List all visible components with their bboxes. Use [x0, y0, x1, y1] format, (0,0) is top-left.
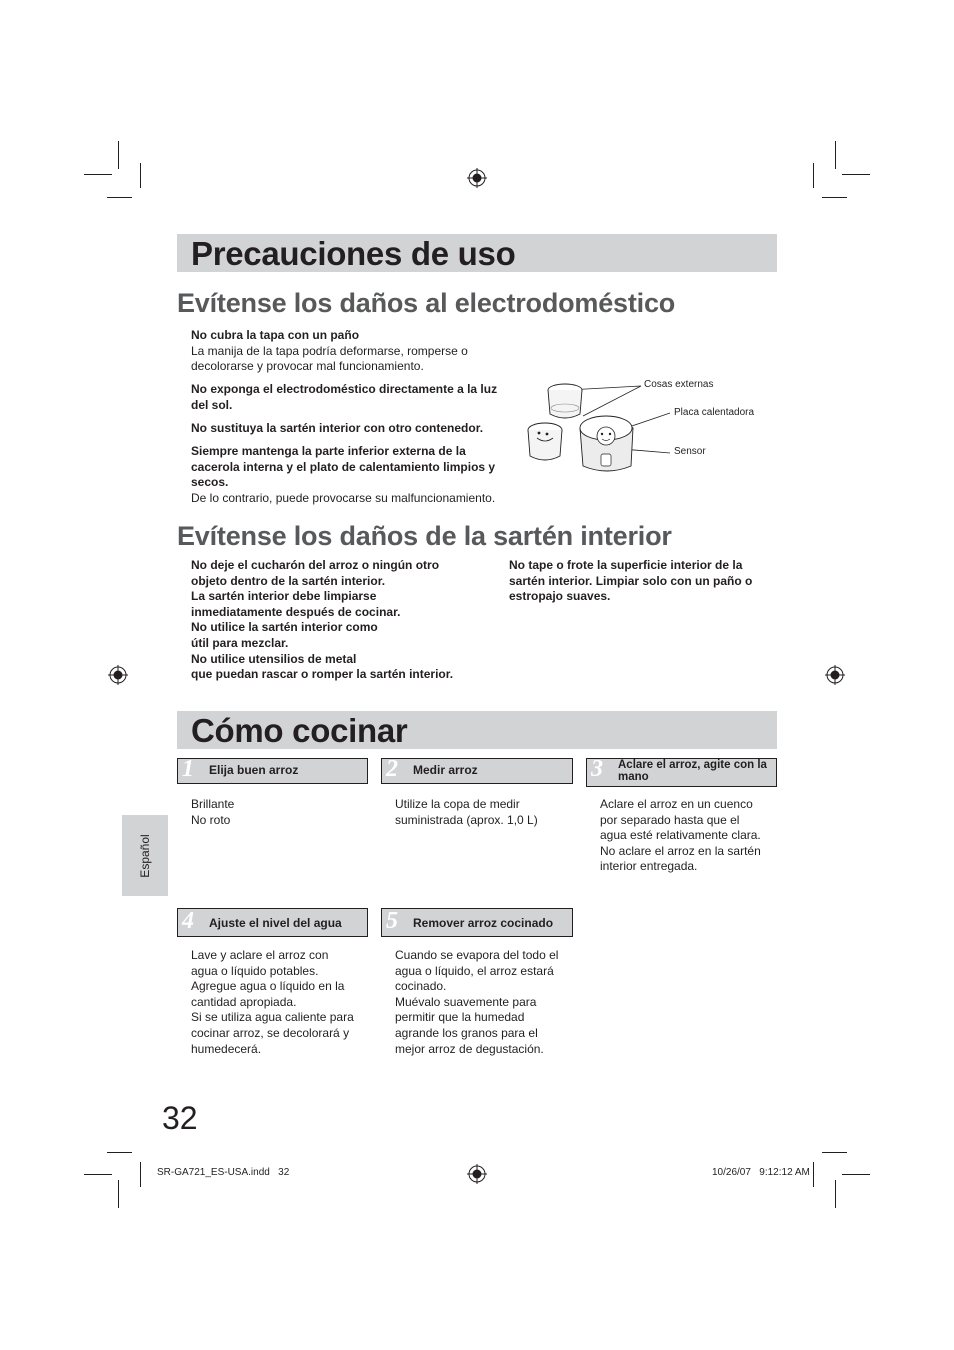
crop-mark: [84, 174, 112, 175]
language-tab: [122, 815, 168, 896]
step-label: Aclare el arroz, agite con la mano: [618, 759, 767, 783]
text-line: interior entregada.: [600, 859, 698, 874]
text-line: No aclare el arroz en la sartén: [600, 843, 761, 858]
step-header-3: [586, 758, 777, 787]
step-header-2: [381, 758, 573, 784]
step-body-5: [395, 948, 558, 1057]
text-line: cocinar arroz, se decolorará y: [191, 1025, 350, 1040]
step-label: Remover arroz cocinado: [413, 916, 554, 930]
crop-mark: [835, 1180, 836, 1208]
text-line: permitir que la humedad: [395, 1010, 525, 1025]
pan-precautions-left: [191, 558, 453, 683]
text-line: No tape o frote la superficie interior de la: [509, 558, 743, 572]
step-body-2: [395, 797, 538, 828]
step-body-1: [191, 797, 234, 828]
text-line: agua esté relativamente clara.: [600, 828, 761, 843]
step-label: Elija buen arroz: [209, 763, 299, 777]
text-line: cocinado.: [395, 979, 447, 994]
figure-label-sensor: Sensor: [674, 446, 706, 457]
section-title: Precauciones de uso: [191, 235, 516, 272]
text-line: No roto: [191, 812, 231, 827]
text-line: Agregue agua o líquido en la: [191, 979, 345, 994]
text-line: Si se utiliza agua caliente para: [191, 1010, 354, 1025]
text-line: La sartén interior debe limpiarse: [191, 589, 377, 604]
registration-mark-icon: [467, 168, 487, 188]
step-number: 4: [182, 908, 194, 934]
precaution-heading: Siempre mantenga la parte inferior externa de la cacerola interna y el plato de calentamiento limpios y secos.: [191, 444, 496, 490]
text-line: Muévalo suavemente para: [395, 994, 537, 1009]
text-line: estropajo suaves.: [509, 589, 611, 604]
text-line: útil para mezclar.: [191, 635, 289, 650]
step-label: Medir arroz: [413, 763, 478, 777]
precaution-list: [191, 328, 521, 506]
crop-mark: [118, 1180, 119, 1208]
registration-mark-icon: [825, 665, 845, 685]
language-tab-label: Español: [138, 833, 152, 878]
text-line: inmediatamente después de cocinar.: [191, 604, 401, 619]
figure-label-plate: Placa calentadora: [674, 407, 755, 418]
crop-mark: [140, 163, 141, 188]
crop-mark: [842, 174, 870, 175]
crop-mark: [813, 163, 814, 188]
page-number: 32: [162, 1100, 198, 1136]
text-line: Utilize la copa de medir: [395, 797, 520, 811]
pan-precautions-right: [509, 558, 752, 605]
subsection-title: Evítense los daños al electrodoméstico: [177, 288, 676, 318]
text-line: Cuando se evapora del todo el: [395, 948, 559, 962]
text-line: Aclare el arroz en un cuenco: [600, 797, 753, 811]
step-number: 1: [182, 756, 194, 782]
text-line: No utilice la sartén interior como: [191, 620, 378, 635]
text-line: Lave y aclare el arroz con: [191, 948, 329, 962]
step-label: Ajuste el nivel del agua: [209, 916, 342, 930]
crop-mark: [835, 141, 836, 169]
precaution-text: De lo contrario, puede provocarse su malfuncionamiento.: [191, 490, 496, 505]
precaution-heading: No exponga el electrodoméstico directamente a la luz del sol.: [191, 382, 498, 412]
text-line: suministrada (aprox. 1,0 L): [395, 812, 538, 827]
text-line: No deje el cucharón del arroz o ningún otro: [191, 558, 440, 572]
figure-label-external: Cosas externas: [644, 379, 714, 390]
footer-timestamp: 10/26/07 9:12:12 AM: [712, 1167, 810, 1178]
precaution-heading: No cubra la tapa con un paño: [191, 328, 360, 342]
crop-mark: [107, 1152, 132, 1153]
crop-mark: [842, 1174, 870, 1175]
step-header-4: [177, 908, 368, 937]
step-header-1: [177, 758, 368, 784]
crop-mark: [118, 141, 119, 169]
text-line: Brillante: [191, 797, 235, 811]
text-line: No utilice utensilios de metal: [191, 651, 357, 666]
step-number: 5: [386, 908, 398, 934]
rice-cooker-illustration: [525, 378, 675, 478]
crop-mark: [822, 1152, 847, 1153]
step-number: 3: [591, 756, 603, 782]
crop-mark: [822, 197, 847, 198]
precaution-text: La manija de la tapa podría deformarse, romperse o decolorarse y provocar mal funcionamiento.: [191, 343, 468, 374]
section-title: Cómo cocinar: [191, 712, 408, 749]
text-line: que puedan rascar o romper la sartén interior.: [191, 667, 454, 682]
text-line: cantidad apropiada.: [191, 994, 297, 1009]
registration-mark-icon: [467, 1164, 487, 1184]
text-line: por separado hasta que el: [600, 812, 740, 827]
text-line: agua o líquido potables.: [191, 963, 319, 978]
step-body-3: [600, 797, 761, 875]
precaution-heading: No sustituya la sartén interior con otro contenedor.: [191, 420, 484, 435]
text-line: humedecerá.: [191, 1041, 262, 1056]
crop-mark: [84, 1174, 112, 1175]
step-header-5: [381, 908, 573, 937]
crop-mark: [813, 1162, 814, 1187]
step-body-4: [191, 948, 354, 1057]
text-line: objeto dentro de la sartén interior.: [191, 573, 386, 588]
footer-file: SR-GA721_ES-USA.indd 32: [157, 1167, 290, 1178]
registration-mark-icon: [108, 665, 128, 685]
text-line: agua o líquido, el arroz estará: [395, 963, 554, 978]
subsection-title: Evítense los daños de la sartén interior: [177, 521, 672, 551]
text-line: agrande los granos para el: [395, 1025, 538, 1040]
crop-mark: [140, 1162, 141, 1187]
crop-mark: [107, 197, 132, 198]
text-line: mejor arroz de degustación.: [395, 1041, 544, 1056]
step-number: 2: [386, 756, 398, 782]
text-line: sartén interior. Limpiar solo con un paño o: [509, 573, 753, 588]
